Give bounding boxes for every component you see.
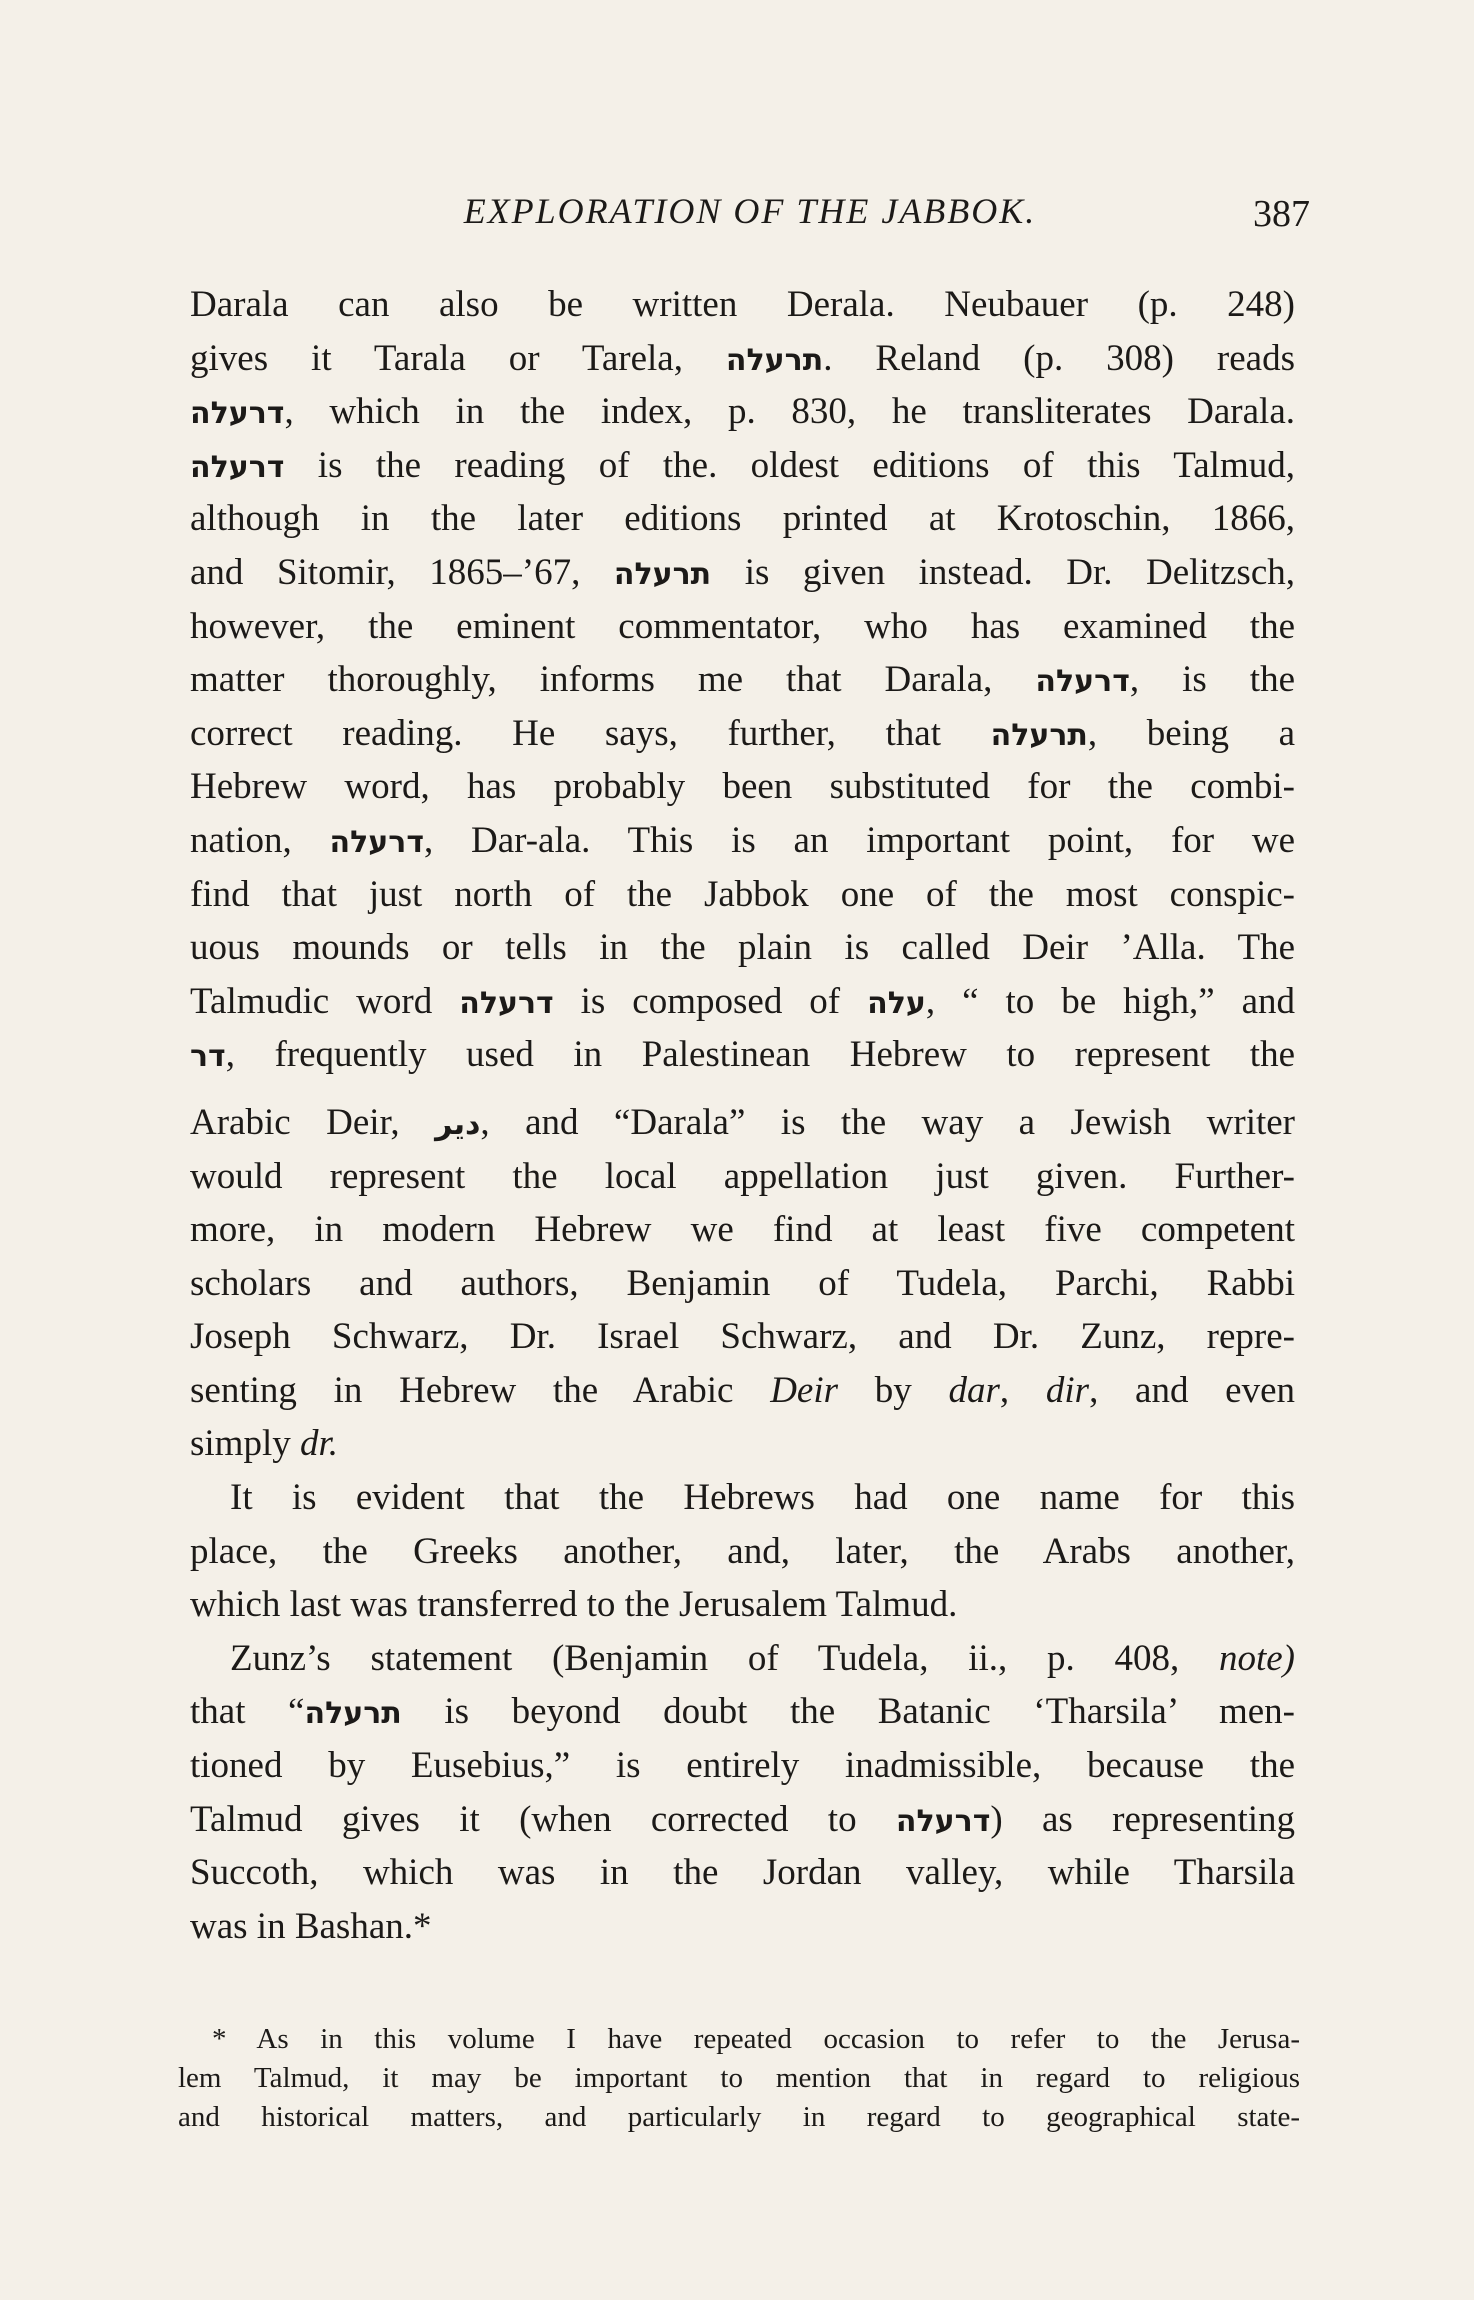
body-text <box>190 278 1295 1953</box>
hebrew-word: דרעלה <box>329 824 424 860</box>
text-line: which last was transferred to the Jerusalem Talmud. <box>190 1584 958 1626</box>
footnote-line: lem Talmud, it may be important to mention that in regard to religious <box>178 2062 1300 2094</box>
text-line: senting in Hebrew the Arabic Deir by dar, dir, and even <box>190 1369 1296 1411</box>
arabic-word: دير <box>435 1106 481 1142</box>
text-line: דר, frequently used in Palestinean Hebrew to represent the <box>190 1034 1295 1076</box>
hebrew-word: דרעלה <box>190 396 285 432</box>
footnote-line: and historical matters, and particularly in regard to geographical state- <box>178 2101 1300 2133</box>
text-line: that “תרעלה is beyond doubt the Batanic ‘Tharsila’ men- <box>190 1691 1296 1733</box>
running-title: EXPLORATION OF THE JABBOK. <box>463 191 1037 231</box>
text-line: scholars and authors, Benjamin of Tudela, Parchi, Rabbi <box>190 1262 1295 1304</box>
text-line: Talmudic word דרעלה is composed of עלה, “ to be high,” and <box>190 980 1296 1022</box>
text-line: דרעלה, which in the index, p. 830, he transliterates Darala. <box>190 391 1295 433</box>
text-line: Talmud gives it (when corrected to דרעלה) as representing <box>190 1798 1296 1840</box>
text-line: more, in modern Hebrew we find at least five competent <box>190 1209 1295 1251</box>
text-line: Joseph Schwarz, Dr. Israel Schwarz, and Dr. Zunz, repre- <box>190 1316 1295 1358</box>
hebrew-word: דרעלה <box>190 449 285 485</box>
hebrew-word: דרעלה <box>895 1803 991 1839</box>
page-number: 387 <box>1253 193 1310 235</box>
text-line: matter thoroughly, informs me that Darala, דרעלה, is the <box>190 659 1296 701</box>
footnote-line: * As in this volume I have repeated occasion to refer to the Jerusa- <box>212 2023 1300 2055</box>
text-line: find that just north of the Jabbok one of the most conspic- <box>190 873 1295 915</box>
text-line: Darala can also be written Derala. Neubauer (p. 248) <box>190 284 1295 325</box>
footnote <box>178 2020 1300 2137</box>
hebrew-word: דר <box>190 1039 226 1075</box>
hebrew-word: עלה <box>867 985 926 1021</box>
text-line: and Sitomir, 1865–’67, תרעלה is given instead. Dr. Delitzsch, <box>190 551 1295 593</box>
text-line: however, the eminent commentator, who has examined the <box>190 605 1295 647</box>
text-line: nation, דרעלה, Dar-ala. This is an important point, for we <box>190 819 1296 861</box>
text-line: was in Bashan.* <box>190 1905 432 1947</box>
text-line: Hebrew word, has probably been substituted for the combi- <box>190 766 1295 808</box>
text-line: would represent the local appellation just given. Further- <box>190 1155 1295 1197</box>
text-line: Succoth, which was in the Jordan valley, while Tharsila <box>190 1852 1295 1894</box>
text-line: simply dr. <box>190 1423 339 1465</box>
text-line: uous mounds or tells in the plain is called Deir ’Alla. The <box>190 927 1295 969</box>
running-head <box>190 190 1310 240</box>
text-line: דרעלה is the reading of the. oldest editions of this Talmud, <box>190 444 1295 486</box>
text-line: It is evident that the Hebrews had one name for this <box>230 1477 1295 1519</box>
text-line: place, the Greeks another, and, later, the Arabs another, <box>190 1530 1295 1572</box>
text-line: although in the later editions printed at Krotoschin, 1866, <box>190 498 1295 540</box>
text-line: Arabic Deir, دير, and “Darala” is the way a Jewish writer <box>190 1101 1295 1143</box>
text-line: tioned by Eusebius,” is entirely inadmissible, because the <box>190 1745 1295 1787</box>
hebrew-word: דרעלה <box>1035 664 1130 700</box>
hebrew-word: תרעלה <box>304 1696 402 1732</box>
hebrew-word: תרעלה <box>990 717 1088 753</box>
text-line: Zunz’s statement (Benjamin of Tudela, ii., p. 408, note) <box>230 1637 1295 1679</box>
hebrew-word: תרעלה <box>613 556 712 592</box>
text-line: gives it Tarala or Tarela, תרעלה. Reland (p. 308) reads <box>190 337 1295 379</box>
hebrew-word: תרעלה <box>725 342 824 378</box>
hebrew-word: דרעלה <box>459 985 554 1021</box>
text-line: correct reading. He says, further, that תרעלה, being a <box>190 712 1296 754</box>
